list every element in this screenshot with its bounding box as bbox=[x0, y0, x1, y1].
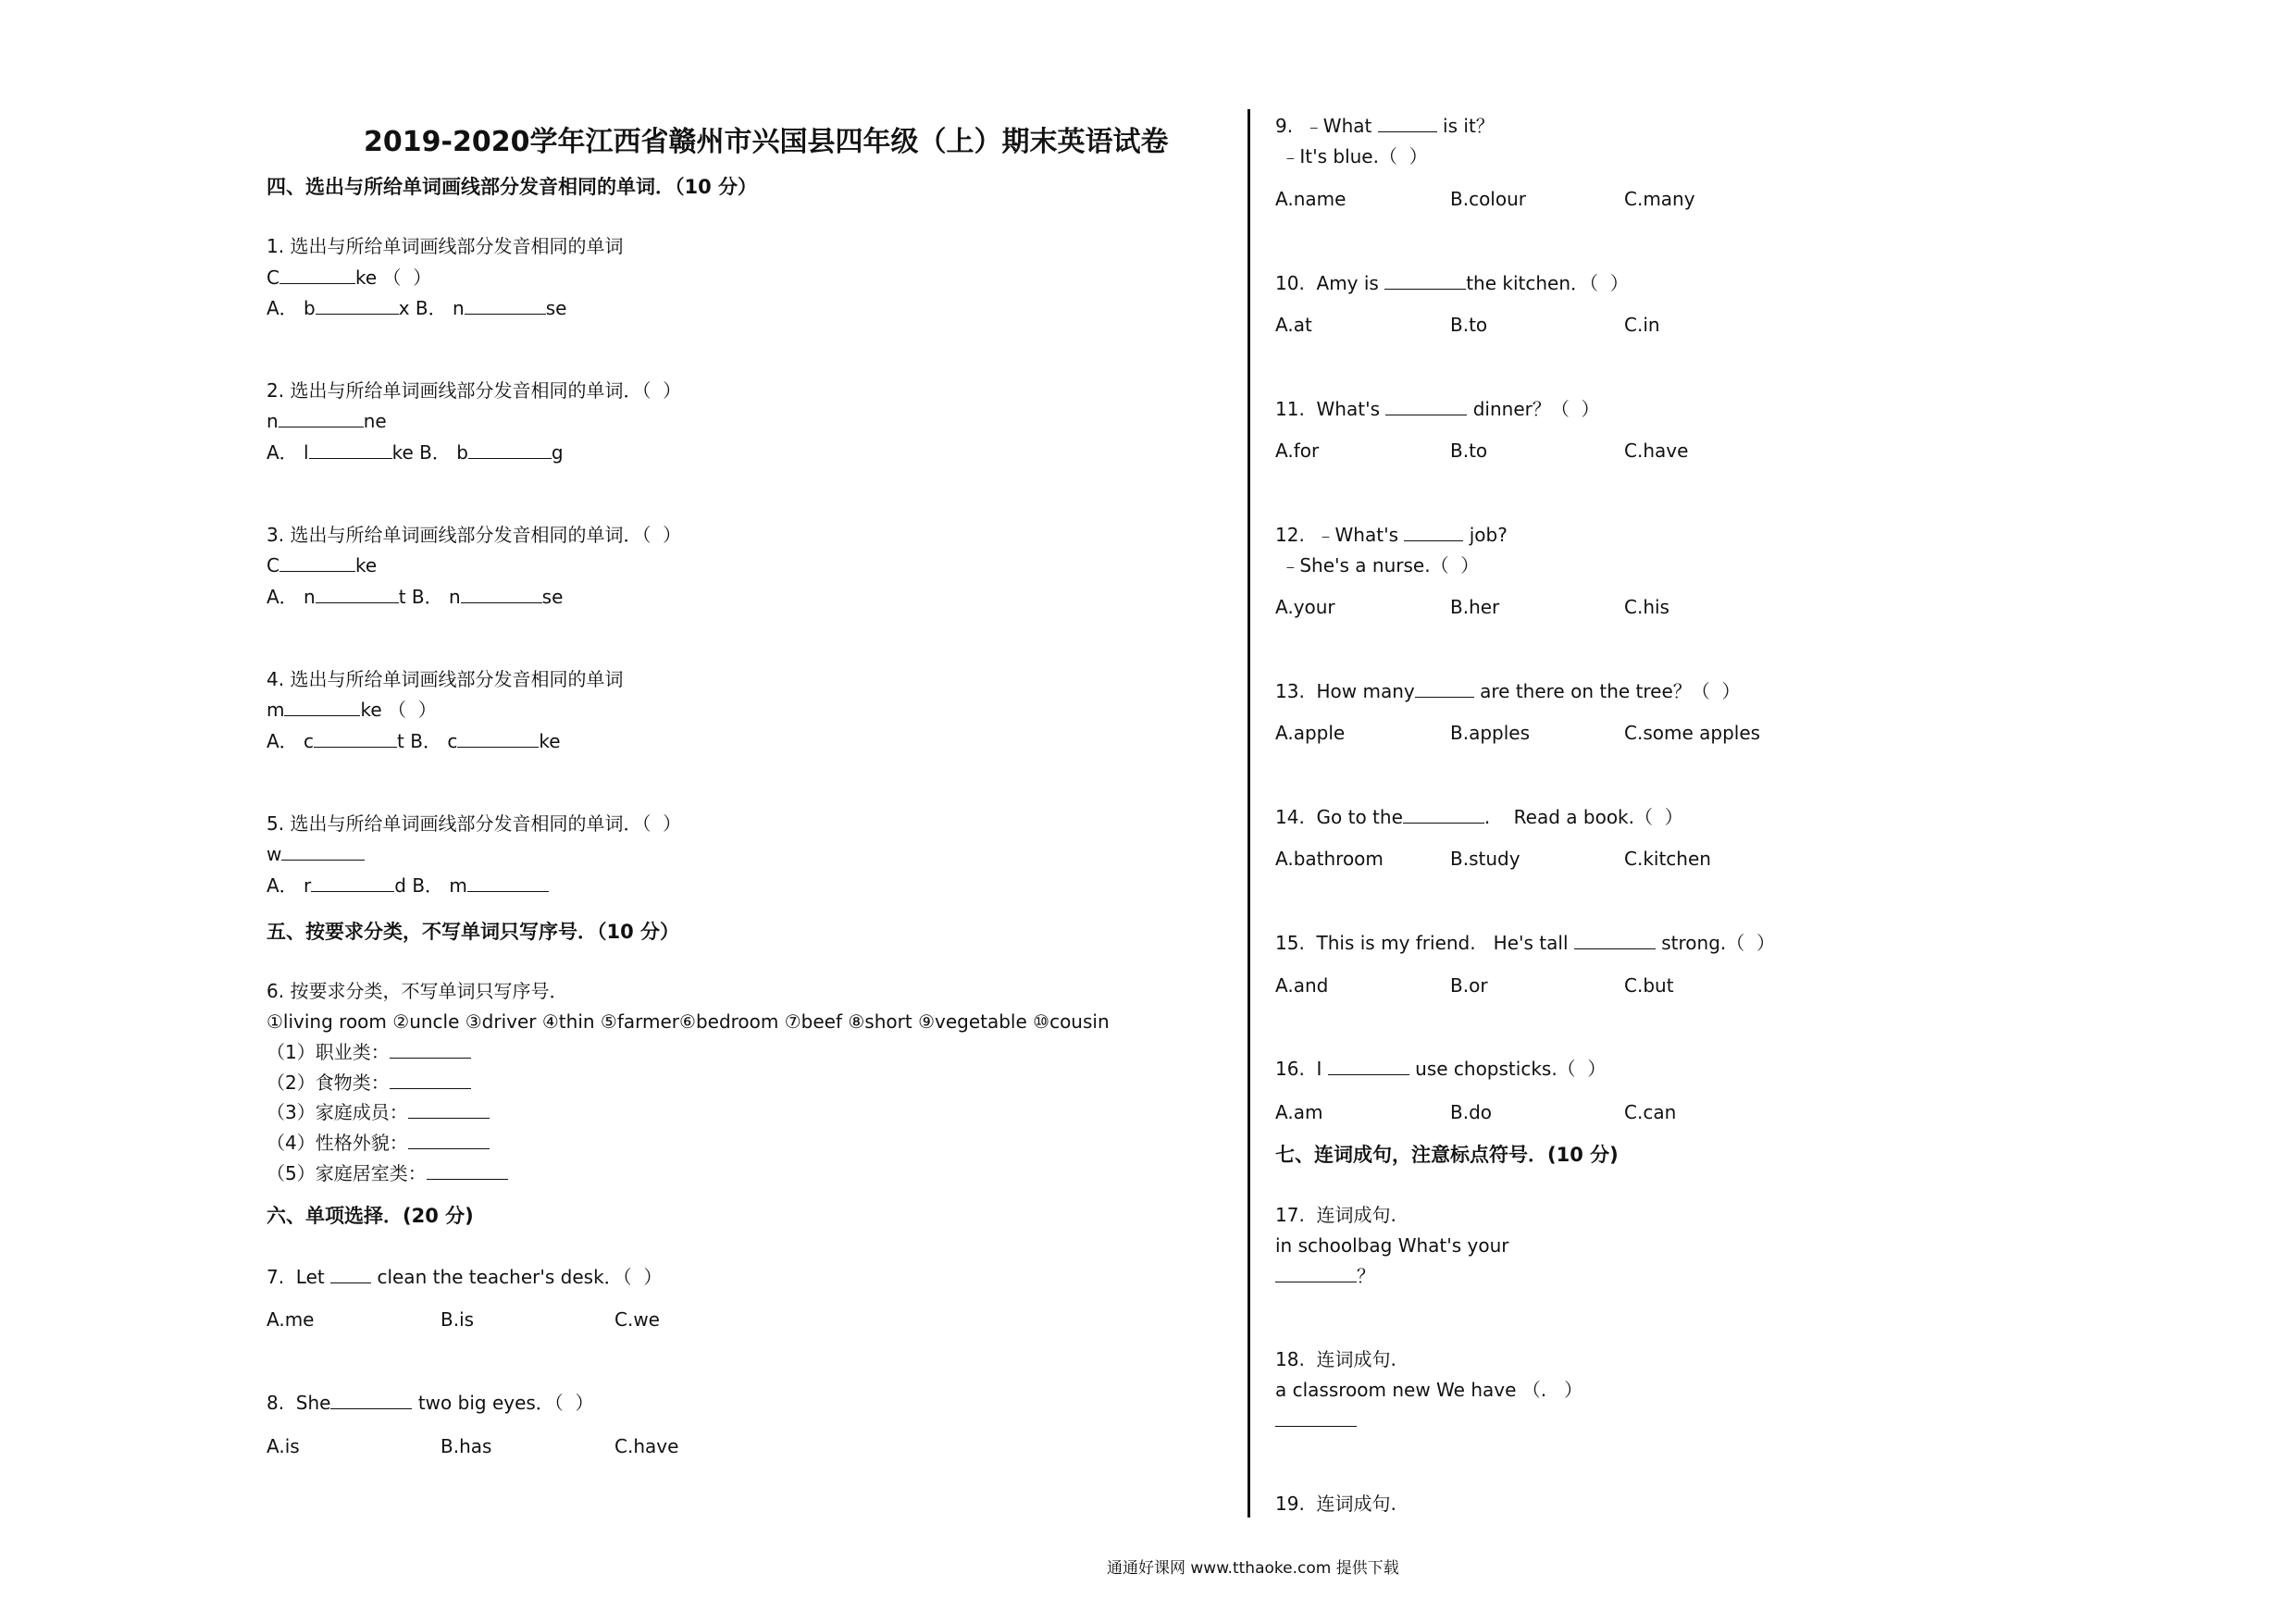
q14-option-c: C.kitchen bbox=[1624, 848, 1711, 870]
q15-option-a: A.and bbox=[1275, 974, 1329, 997]
q10-stem: 10. Amy is the kitchen．（ ） bbox=[1275, 272, 1629, 294]
q17-words: in schoolbag What's your bbox=[1275, 1234, 1509, 1257]
q11-option-a: A.for bbox=[1275, 440, 1320, 462]
q8-stem: 8. She two big eyes．（ ） bbox=[267, 1392, 594, 1414]
q18-words: a classroom new We have （. ） bbox=[1275, 1379, 1583, 1401]
q8-option-a: A.is bbox=[267, 1435, 300, 1457]
q16-option-b: B.do bbox=[1450, 1101, 1493, 1123]
q1-word: C ke （ ） bbox=[267, 266, 432, 289]
page-title: 2019-2020学年江西省赣州市兴国县四年级（上）期末英语试卷 bbox=[364, 126, 1169, 158]
q4-options: A． c t B． c ke bbox=[267, 730, 561, 752]
q6-category-3: （3）家庭成员： bbox=[267, 1101, 490, 1123]
page-footer: 通通好课网 www.tthaoke.com 提供下载 bbox=[1107, 1559, 1399, 1578]
q9-option-a: A.name bbox=[1275, 188, 1347, 210]
q11-stem: 11. What's dinner？（ ） bbox=[1275, 398, 1600, 420]
q12-stem: 12. ﹣What's job? bbox=[1275, 524, 1508, 546]
q11-option-b: B.to bbox=[1450, 440, 1488, 462]
q14-option-b: B.study bbox=[1450, 848, 1520, 870]
q6-category-1: （1）职业类： bbox=[267, 1041, 471, 1063]
q14-stem: 14. Go to the . Read a book.（ ） bbox=[1275, 806, 1683, 828]
q10-option-c: C.in bbox=[1624, 314, 1660, 336]
q9-option-b: B.colour bbox=[1450, 188, 1527, 210]
q10-option-b: B.to bbox=[1450, 314, 1488, 336]
q8-option-c: C.have bbox=[614, 1435, 679, 1457]
section-5-heading: 五、按要求分类，不写单词只写序号．（10 分） bbox=[267, 921, 680, 943]
q5-word: w bbox=[267, 843, 365, 865]
section-4-heading: 四、选出与所给单词画线部分发音相同的单词．（10 分） bbox=[267, 176, 758, 198]
q6-stem: 6. 按要求分类，不写单词只写序号． bbox=[267, 980, 568, 1002]
q15-option-c: C.but bbox=[1624, 974, 1674, 997]
q12-option-b: B.her bbox=[1450, 596, 1500, 618]
q7-option-c: C.we bbox=[614, 1308, 660, 1331]
section-7-heading: 七、连词成句，注意标点符号．(10 分) bbox=[1275, 1144, 1619, 1166]
q15-stem: 15. This is my friend. He's tall strong.（ ） bbox=[1275, 932, 1775, 954]
q2-stem: 2. 选出与所给单词画线部分发音相同的单词．（ ） bbox=[267, 379, 682, 402]
q7-option-b: B.is bbox=[441, 1308, 475, 1331]
q17-stem: 17. 连词成句. bbox=[1275, 1204, 1396, 1226]
q10-option-a: A.at bbox=[1275, 314, 1312, 336]
q2-options: A． l ke B． b g bbox=[267, 441, 564, 464]
q3-stem: 3. 选出与所给单词画线部分发音相同的单词．（ ） bbox=[267, 524, 682, 546]
q16-option-a: A.am bbox=[1275, 1101, 1323, 1123]
q5-stem: 5. 选出与所给单词画线部分发音相同的单词．（ ） bbox=[267, 812, 682, 835]
q9-stem: 9. ﹣What is it？ bbox=[1275, 115, 1495, 137]
q17-answer-line: ？ bbox=[1275, 1265, 1375, 1287]
q16-stem: 16. I use chopsticks.（ ） bbox=[1275, 1058, 1607, 1080]
q5-options: A． r d B． m bbox=[267, 874, 549, 897]
q6-word-list: ①living room ②uncle ③driver ④thin ⑤farmer⑥bedroom ⑦beef ⑧short ⑨vegetable ⑩cousin bbox=[267, 1010, 1110, 1033]
q3-word: C ke bbox=[267, 554, 378, 576]
q13-option-b: B.apples bbox=[1450, 722, 1531, 744]
q6-category-5: （5）家庭居室类： bbox=[267, 1162, 508, 1184]
q18-stem: 18. 连词成句. bbox=[1275, 1348, 1396, 1370]
q11-option-c: C.have bbox=[1624, 440, 1689, 462]
q2-word: n ne bbox=[267, 410, 387, 432]
q6-category-4: （4）性格外貌： bbox=[267, 1132, 490, 1154]
q14-option-a: A.bathroom bbox=[1275, 848, 1384, 870]
q9-answer-line: ﹣It's blue.（ ） bbox=[1275, 145, 1428, 167]
q4-word: m ke （ ） bbox=[267, 699, 437, 721]
section-6-heading: 六、单项选择．(20 分) bbox=[267, 1205, 474, 1227]
q3-options: A． n t B． n se bbox=[267, 586, 564, 608]
q12-answer-line: ﹣She's a nurse.（ ） bbox=[1275, 554, 1480, 576]
q19-stem: 19. 连词成句. bbox=[1275, 1493, 1396, 1515]
q7-option-a: A.me bbox=[267, 1308, 315, 1331]
q18-answer-line bbox=[1275, 1409, 1357, 1431]
q12-option-a: A.your bbox=[1275, 596, 1335, 618]
q13-option-c: C.some apples bbox=[1624, 722, 1761, 744]
q1-options: A． b x B． n se bbox=[267, 297, 567, 319]
q8-option-b: B.has bbox=[441, 1435, 492, 1457]
q1-stem: 1. 选出与所给单词画线部分发音相同的单词 bbox=[267, 235, 624, 257]
q12-option-c: C.his bbox=[1624, 596, 1669, 618]
column-divider bbox=[1247, 109, 1250, 1518]
q9-option-c: C.many bbox=[1624, 188, 1695, 210]
q15-option-b: B.or bbox=[1450, 974, 1488, 997]
q7-stem: 7. Let clean the teacher's desk．（ ） bbox=[267, 1266, 663, 1288]
q6-category-2: （2）食物类： bbox=[267, 1072, 471, 1094]
q4-stem: 4. 选出与所给单词画线部分发音相同的单词 bbox=[267, 668, 624, 690]
q13-option-a: A.apple bbox=[1275, 722, 1346, 744]
q13-stem: 13. How many are there on the tree？（ ） bbox=[1275, 680, 1741, 702]
q16-option-c: C.can bbox=[1624, 1101, 1677, 1123]
